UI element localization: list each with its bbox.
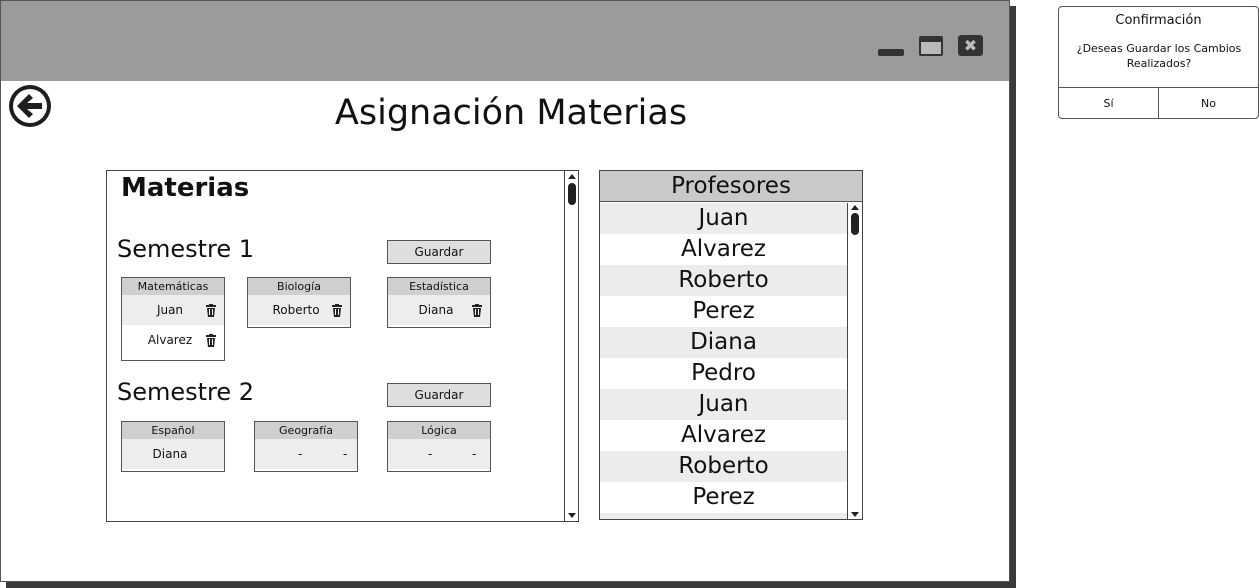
dialog-footer [1059,87,1258,119]
empty-placeholder: - [472,447,477,461]
dialog-yes-button[interactable]: Sí [1059,88,1159,119]
trash-icon[interactable] [332,304,342,317]
trash-icon[interactable] [472,304,482,317]
profesor-item[interactable]: Pedro [691,360,756,386]
semester-2-save-button[interactable]: Guardar [387,383,491,407]
profesor-item[interactable]: Diana [600,327,847,358]
teacher-name: Diana [152,447,188,461]
profesor-item[interactable]: Roberto [600,451,847,482]
semester-1-title: Semestre 1 [117,235,255,263]
teacher-row [388,295,490,325]
subject-card-title: Español [122,422,224,439]
dialog-message: ¿Deseas Guardar los Cambios Realizados? [1076,42,1242,70]
subject-card-title: Biología [248,278,350,295]
semester-1-save-button[interactable]: Guardar [387,240,491,264]
empty-placeholder: - [343,447,348,461]
profesores-list [600,203,847,519]
subject-card-title: Matemáticas [122,278,224,295]
teacher-name: Diana [418,303,454,317]
materias-scrollbar[interactable] [564,171,578,521]
profesores-title: Profesores [600,171,862,202]
materias-title: Materias [121,173,250,203]
dialog-title: Confirmación [1115,13,1202,28]
teacher-row [122,439,224,469]
profesor-item[interactable]: Juan [600,203,847,234]
teacher-name: Roberto [272,303,320,317]
scroll-down-arrow-icon[interactable] [568,513,576,518]
profesor-item[interactable]: Alvarez [680,236,766,262]
subject-card-matematicas[interactable] [121,277,225,361]
trash-icon[interactable] [206,334,216,347]
teacher-row [122,325,224,355]
subject-card-geografia[interactable] [254,421,358,472]
profesores-scrollbar[interactable] [847,203,862,519]
profesor-item-partial[interactable] [600,513,847,519]
materias-panel [106,170,579,522]
empty-teacher-row [255,439,357,469]
scroll-thumb[interactable] [851,213,859,235]
empty-placeholder: - [428,447,433,461]
teacher-row [122,295,224,325]
maximize-icon[interactable] [919,36,943,56]
confirmation-dialog [1058,6,1259,119]
empty-teacher-row [388,439,490,469]
scroll-up-arrow-icon[interactable] [851,205,859,210]
subject-card-logica[interactable] [387,421,491,472]
semester-2-title: Semestre 2 [117,378,255,406]
profesor-item[interactable]: Roberto [600,265,847,296]
scroll-up-arrow-icon[interactable] [568,174,576,179]
profesor-item[interactable]: Juan [600,389,847,420]
close-icon[interactable]: ✖ [958,35,983,56]
teacher-row [248,295,350,325]
trash-icon[interactable] [206,304,216,317]
minimize-icon[interactable] [878,49,904,56]
title-bar [1,1,1010,81]
scroll-thumb[interactable] [568,183,576,205]
subject-card-estadistica[interactable] [387,277,491,328]
teacher-name: Alvarez [147,333,193,347]
profesor-item[interactable]: Perez [692,484,755,510]
subject-card-title: Lógica [388,422,490,439]
dialog-no-button[interactable]: No [1201,97,1216,110]
subject-card-title: Geografía [255,422,357,439]
subject-card-espanol[interactable] [121,421,225,472]
scroll-down-arrow-icon[interactable] [851,512,859,517]
subject-card-biologia[interactable] [247,277,351,328]
teacher-name: Juan [156,303,184,317]
profesor-item[interactable]: Perez [692,298,755,324]
profesor-item[interactable]: Alvarez [680,422,766,448]
subject-card-title: Estadística [388,278,490,295]
page-title: Asignación Materias [334,93,688,133]
empty-placeholder: - [298,447,303,461]
profesores-panel [599,170,863,520]
